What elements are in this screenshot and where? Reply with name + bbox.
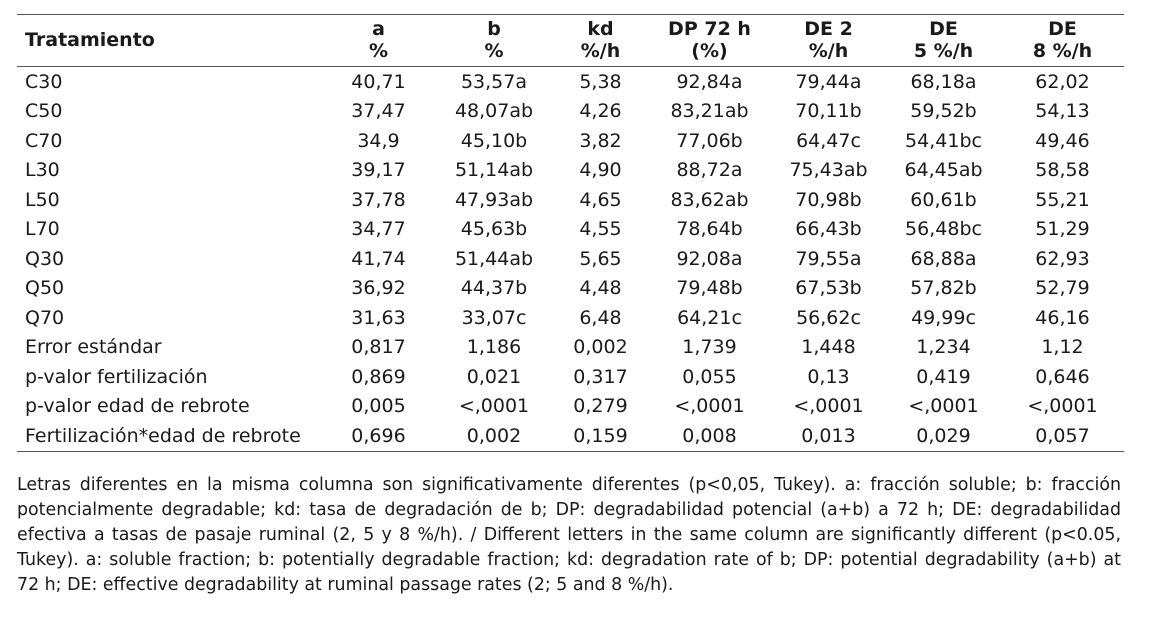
table-cell: 0,055	[682, 365, 737, 388]
table-cell: 79,48b	[676, 277, 743, 300]
table-cell: 33,07c	[461, 306, 527, 329]
table-cell: 57,82b	[910, 277, 977, 300]
table-cell: 62,02	[1035, 70, 1090, 93]
table-cell: 0,002	[435, 421, 553, 451]
table-cell: 37,47	[351, 100, 406, 123]
table-cell: 0,317	[573, 365, 628, 388]
table-cell: 75,43ab	[789, 159, 868, 182]
row-label: Q50	[25, 277, 65, 300]
table-footnote: Letras diferentes en la misma columna son significativamente diferentes (p<0,05, Tukey). a: fracción soluble; b: fracción potencialmente degradable; kd: tasa de degradación de b; DP: degradabilidad potencial (a+b) a 72 h; DE: degradabilidad efectiva a tasas de pasaje ruminal (2, 5 y 8 %/h). / Different letters in the same column are significantly different (p<0.05, Tukey). a: soluble fraction; b: potentially degradable fraction; kd: degradation rate of b; DP: potential degradability (a+b) at 72 h; DE: effective degradability at ruminal passage rates (2; 5 and 8 %/h).	[17, 475, 1121, 595]
table-cell: 44,37b	[460, 277, 528, 300]
column-header-line: DE	[929, 18, 958, 40]
table-cell: 0,013	[771, 421, 886, 451]
column-header-line: 5 %/h	[913, 40, 974, 62]
table-cell: 34,9	[357, 129, 400, 152]
table-row	[17, 303, 1124, 333]
row-label: C50	[25, 100, 63, 123]
column-header-line: 8 %/h	[1032, 40, 1093, 62]
table-cell: 0,021	[466, 365, 522, 388]
row-label: Fertilización*edad de rebrote	[17, 421, 322, 451]
table-cell: 1,234	[916, 336, 971, 359]
column-header	[886, 15, 1001, 67]
table-cell: 1,186	[466, 336, 522, 359]
column-header	[553, 15, 648, 67]
table-cell: 56,62c	[796, 306, 861, 329]
table-cell: 0,159	[553, 421, 648, 451]
table-row	[17, 185, 1124, 215]
table-cell: 68,88a	[910, 247, 977, 270]
table-cell: 0,696	[322, 421, 435, 451]
table-cell: 4,26	[579, 100, 622, 123]
column-header-line: %/h	[580, 40, 621, 62]
table-cell: 47,93ab	[454, 188, 534, 211]
table-cell: 78,64b	[676, 218, 743, 241]
table-cell: 0,869	[351, 365, 406, 388]
table-cell: 0,646	[1035, 365, 1090, 388]
column-header	[435, 15, 553, 67]
column-header	[648, 15, 771, 67]
table-cell: 39,17	[351, 159, 406, 182]
table-cell: 58,58	[1035, 159, 1090, 182]
table-cell: 66,43b	[795, 218, 862, 241]
table-cell: 1,12	[1041, 336, 1084, 359]
table-cell: 77,06b	[676, 129, 743, 152]
table-cell: 59,52b	[910, 100, 977, 123]
table-cell: 92,84a	[676, 70, 743, 93]
table-row	[17, 333, 1124, 363]
table-row	[17, 67, 1124, 97]
column-header	[771, 15, 886, 67]
table-cell: 51,14ab	[454, 159, 534, 182]
table-cell: 0,002	[573, 336, 628, 359]
table-cell: 6,48	[579, 306, 622, 329]
table-cell: 49,46	[1035, 129, 1090, 152]
table-cell: 67,53b	[795, 277, 862, 300]
table-row	[17, 156, 1124, 186]
row-label: L30	[25, 159, 60, 182]
table-cell: 4,55	[579, 218, 622, 241]
table-cell: 70,11b	[795, 100, 862, 123]
table-cell: 0,13	[807, 365, 850, 388]
table-cell: 68,18a	[910, 70, 977, 93]
table-row	[17, 97, 1124, 127]
row-label: Error estándar	[25, 336, 162, 359]
table-cell: 45,10b	[460, 129, 528, 152]
column-header-line: Tratamiento	[25, 29, 155, 51]
table-cell: 51,29	[1035, 218, 1090, 241]
table-cell: 46,16	[1035, 306, 1090, 329]
table-cell: 5,65	[579, 247, 622, 270]
table-cell: <,0001	[793, 395, 864, 418]
table-cell: 0,029	[886, 421, 1001, 451]
table-cell: 4,90	[579, 159, 622, 182]
table-cell: 52,79	[1035, 277, 1090, 300]
table-cell: 1,739	[682, 336, 737, 359]
column-header-line: (%)	[691, 40, 728, 62]
table-cell: 64,45ab	[904, 159, 983, 182]
column-header-line: b	[487, 18, 501, 40]
table-cell: 34,77	[351, 218, 406, 241]
table-cell: <,0001	[674, 395, 745, 418]
column-header-line: kd	[587, 18, 614, 40]
table-cell: 3,82	[579, 129, 622, 152]
table-cell: 64,21c	[677, 306, 742, 329]
column-header-line: DE 2	[804, 18, 853, 40]
table-row	[17, 126, 1124, 156]
table-cell: 79,44a	[795, 70, 862, 93]
row-label: Q70	[25, 306, 65, 329]
table-cell: 88,72a	[676, 159, 743, 182]
column-header-line: DE	[1048, 18, 1077, 40]
table-cell: 54,41bc	[905, 129, 982, 152]
table-cell: <,0001	[908, 395, 979, 418]
table-cell: 60,61b	[910, 188, 977, 211]
row-label: C30	[25, 70, 63, 93]
row-label: p-valor edad de rebrote	[25, 395, 250, 418]
table-cell: 54,13	[1035, 100, 1090, 123]
column-header-treatment	[17, 15, 322, 67]
table-cell: 64,47c	[796, 129, 861, 152]
table-cell: 0,057	[1001, 421, 1124, 451]
table-row	[17, 421, 1124, 451]
table-cell: 0,817	[351, 336, 406, 359]
table-cell: 79,55a	[795, 247, 862, 270]
table-cell: 56,48bc	[905, 218, 982, 241]
table-cell: 49,99c	[911, 306, 976, 329]
table-cell: 55,21	[1035, 188, 1090, 211]
table-cell: 37,78	[351, 188, 406, 211]
column-header-line: DP 72 h	[668, 18, 751, 40]
row-label: Q30	[25, 247, 65, 270]
row-label: L50	[25, 188, 60, 211]
row-label: L70	[25, 218, 60, 241]
table-cell: 41,74	[351, 247, 406, 270]
column-header-line: %	[484, 40, 504, 62]
column-header-line: %/h	[808, 40, 849, 62]
row-label: C70	[25, 129, 63, 152]
row-label: p-valor fertilización	[25, 365, 208, 388]
table-row	[17, 244, 1124, 274]
table-header-row	[17, 15, 1124, 67]
table-cell: 70,98b	[795, 188, 862, 211]
column-header	[322, 15, 435, 67]
table-cell: 51,44ab	[454, 247, 534, 270]
table-cell: 53,57a	[460, 70, 528, 93]
table-cell: 4,65	[579, 188, 622, 211]
table-cell: 1,448	[801, 336, 856, 359]
table-cell: 5,38	[579, 70, 622, 93]
table-cell: 62,93	[1035, 247, 1090, 270]
table-cell: 0,419	[916, 365, 971, 388]
degradability-table-container	[17, 14, 1124, 452]
table-cell: 48,07ab	[454, 100, 534, 123]
table-cell: 40,71	[351, 70, 406, 93]
table-cell: 83,21ab	[670, 100, 749, 123]
table-cell: <,0001	[458, 395, 530, 418]
table-cell: 83,62ab	[670, 188, 749, 211]
table-cell: 0,008	[648, 421, 771, 451]
table-cell: 92,08a	[676, 247, 743, 270]
table-cell: 31,63	[351, 306, 406, 329]
table-row	[17, 215, 1124, 245]
table-body	[17, 67, 1124, 452]
degradability-table	[17, 14, 1124, 452]
table-cell: 4,48	[579, 277, 622, 300]
table-cell: <,0001	[1027, 395, 1098, 418]
table-cell: 36,92	[351, 277, 406, 300]
column-header	[1001, 15, 1124, 67]
table-cell: 0,279	[573, 395, 628, 418]
table-row	[17, 362, 1124, 392]
table-cell: 45,63b	[460, 218, 528, 241]
table-cell: 0,005	[351, 395, 406, 418]
table-row	[17, 274, 1124, 304]
column-header-line: %	[368, 40, 389, 62]
table-row	[17, 392, 1124, 422]
column-header-line: a	[372, 18, 385, 40]
